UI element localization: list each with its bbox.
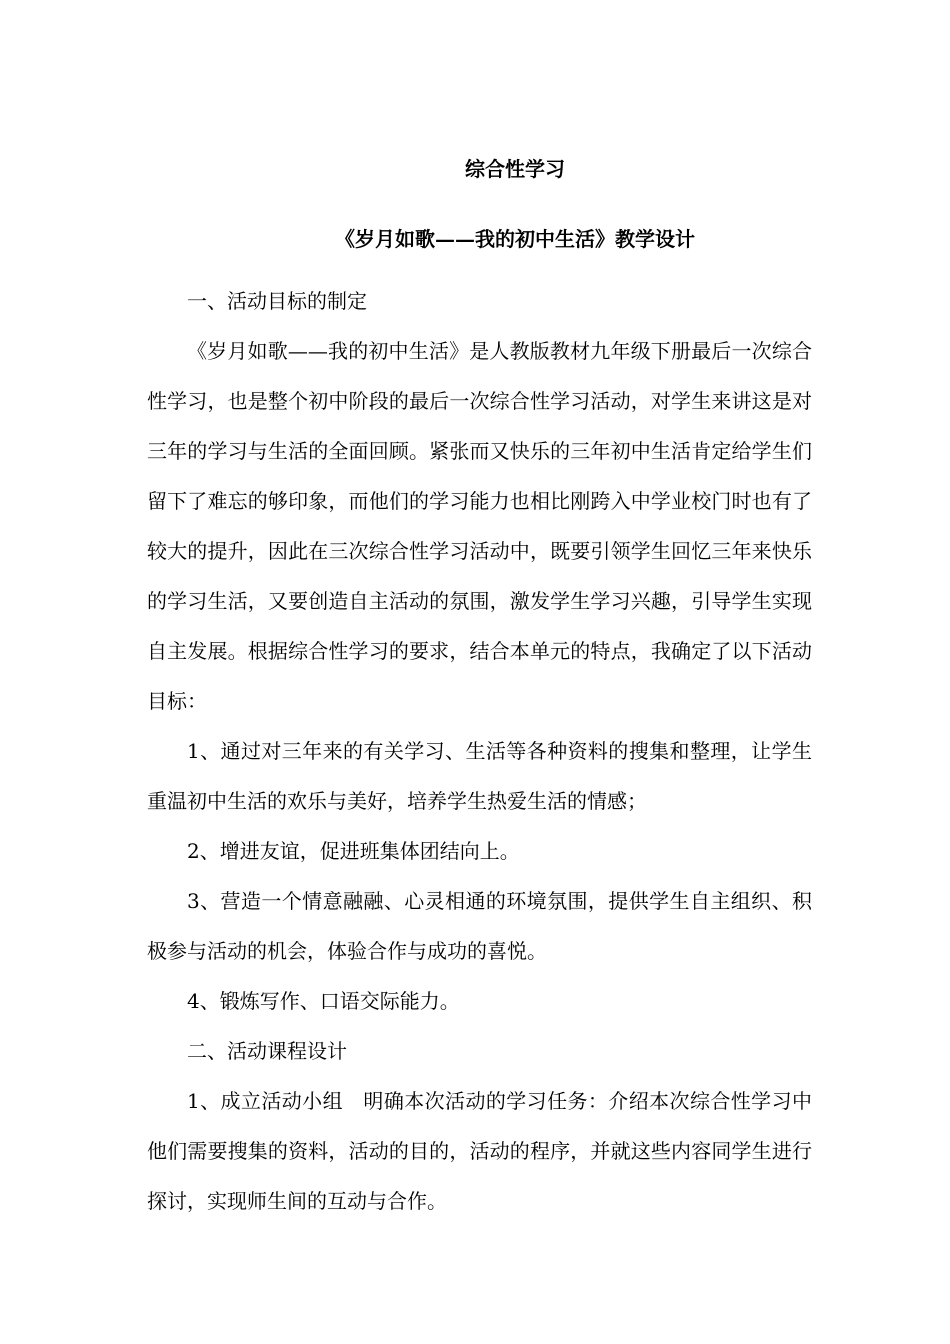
document-subtitle: 《岁月如歌——我的初中生活》教学设计	[335, 227, 695, 251]
objective-item-4: 4、锻炼写作、口语交际能力。	[187, 989, 460, 1013]
document-body	[147, 276, 812, 1226]
section-heading-objectives: 一、活动目标的制定	[187, 289, 367, 313]
design-item-1: 1、成立活动小组 明确本次活动的学习任务：介绍本次综合性学习中他们需要搜集的资料，活动的目的，活动的程序，并就这些内容同学生进行探讨，实现师生间的互动与合作。	[147, 1089, 812, 1213]
paragraph-intro: 《岁月如歌——我的初中生活》是人教版教材九年级下册最后一次综合性学习，也是整个初中阶段的最后一次综合性学习活动，对学生来讲这是对三年的学习与生活的全面回顾。紧张而又快乐的三年初中生活肯定给学生们留下了难忘的够印象，而他们的学习能力也相比刚跨入中学业校门时也有了较大的提升，因此在三次综合性学习活动中，既要引领学生回忆三年来快乐的学习生活，又要创造自主活动的氛围，激发学生学习兴趣，引导学生实现自主发展。根据综合性学习的要求，结合本单元的特点，我确定了以下活动目标：	[147, 339, 812, 713]
objective-item-2: 2、增进友谊，促进班集体团结向上。	[187, 839, 520, 863]
objective-item-1: 1、通过对三年来的有关学习、生活等各种资料的搜集和整理，让学生重温初中生活的欢乐与美好，培养学生热爱生活的情感；	[147, 739, 812, 813]
section-heading-design: 二、活动课程设计	[187, 1039, 347, 1063]
objective-item-3: 3、营造一个情意融融、心灵相通的环境氛围，提供学生自主组织、积极参与活动的机会，体验合作与成功的喜悦。	[147, 889, 812, 963]
document-title: 综合性学习	[465, 157, 565, 181]
